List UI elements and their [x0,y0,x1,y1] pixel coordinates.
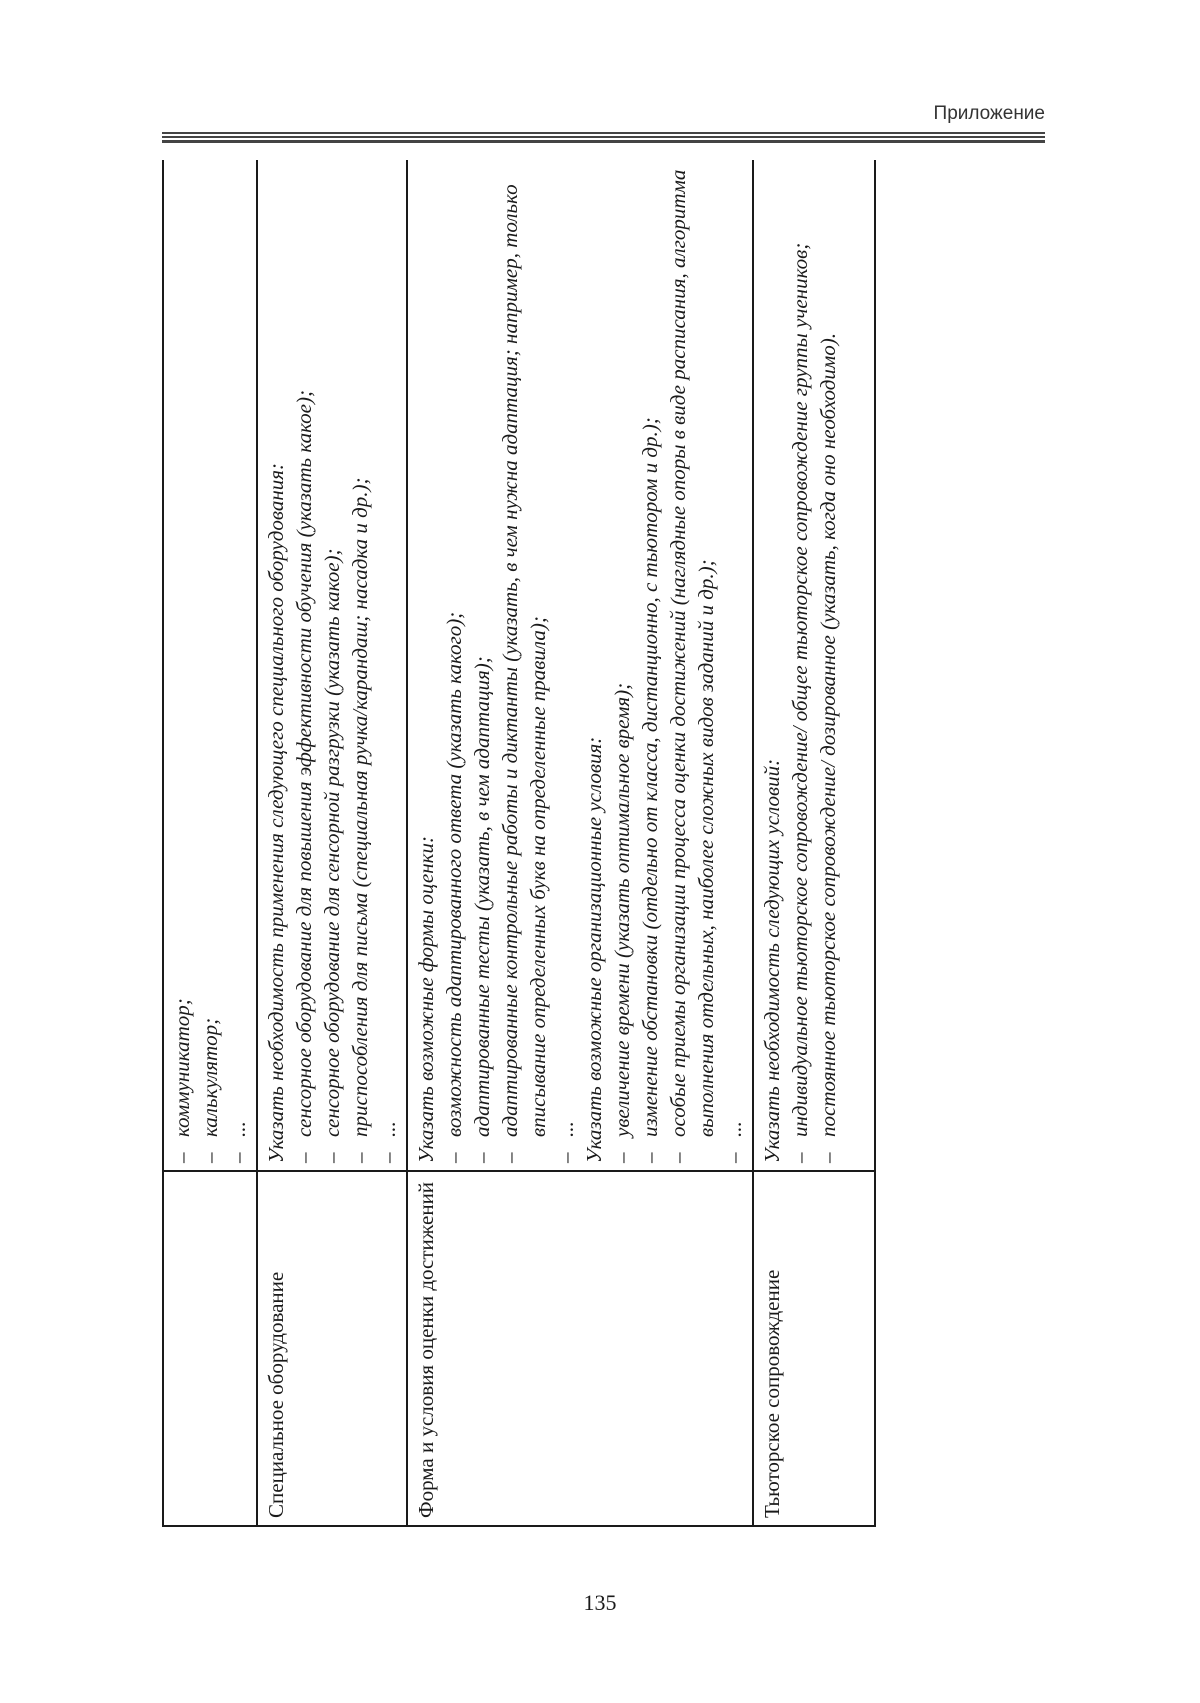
row-label: Специальное оборудование [257,1171,407,1526]
header-rule [162,132,1045,143]
running-head: Приложение [933,103,1045,124]
row-intro: Указать необходимость применения следующего специального оборудования: [264,462,288,1163]
list-item: – постоянное тьюторское сопровождение/ дозированное (указать, когда оно необходимо). [816,333,840,1163]
list-item: – изменение обстановки (отдельно от класса, дистанционно, с тьютором и др.); [638,417,662,1163]
list-item: – ... [554,1121,578,1163]
list-item: – ... [376,1121,400,1163]
list-item: – сенсорное оборудование для сенсорной разгрузки (указать какое); [320,548,344,1163]
list-item: – возможность адаптированного ответа (указать какого); [442,611,466,1163]
list-item: – особые приемы организации процесса оценки достижений (наглядные опоры в виде расписания, алгоритма выполнения отдельных, наиболее сложных видов заданий и др.); [666,169,718,1163]
list-item: – коммуникатор; [170,998,194,1163]
list-item: – индивидуальное тьюторское сопровождение/ общее тьюторское сопровождение группы учеников; [788,242,812,1163]
list-item: – адаптированные контрольные работы и диктанты (указать, в чем нужна адаптация; например, только вписывание определенных букв на определенные правила); [498,184,550,1163]
list-item: – увеличение времени (указать оптимальное время); [610,682,634,1163]
row-content [257,160,407,1171]
list-item: – калькулятор; [198,1017,222,1163]
table-row [753,160,875,1526]
page-number: 135 [583,1590,617,1615]
table-frame [162,160,876,1527]
list-item: – ... [722,1121,746,1163]
row-label [163,1171,257,1526]
row-label: Тьюторское сопровождение [753,1171,875,1526]
row-intro: Указать необходимость следующих условий: [760,758,784,1163]
rotated-table-wrapper [162,160,876,1527]
table-row [257,160,407,1526]
row-content [163,160,257,1171]
list-item: – адаптированные тесты (указать, в чем адаптация); [470,656,494,1163]
conditions-table [162,160,876,1527]
row-intro: Указать возможные формы оценки: [414,836,438,1163]
table-row [407,160,753,1526]
row-content [753,160,875,1171]
list-item: – приспособления для письма (специальная ручка/карандаш; насадка и др.); [348,477,372,1163]
row-intro-2: Указать возможные организационные условия: [582,736,606,1163]
row-label: Форма и условия оценки достижений [407,1171,753,1526]
list-item: – сенсорное оборудование для повышения эффективности обучения (указать какое); [292,390,316,1163]
row-content [407,160,753,1171]
table-row [163,160,257,1526]
list-item: – ... [226,1121,250,1163]
